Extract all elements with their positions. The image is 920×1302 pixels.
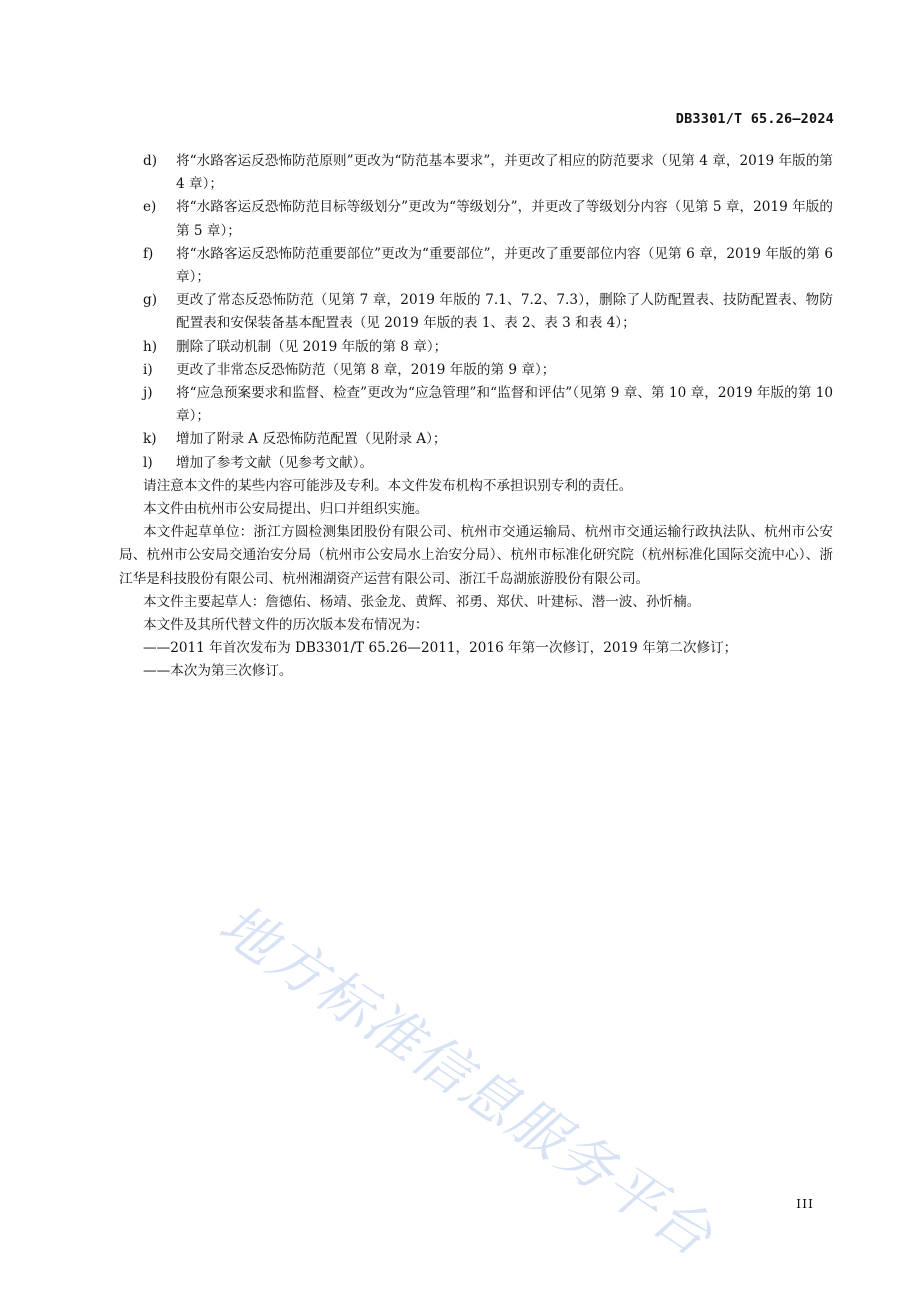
list-item-text: 将“水路客运反恐怖防范目标等级划分”更改为“等级划分”，并更改了等级划分内容（见第 5 章，2019 年版的第 5 章）； [176, 199, 833, 239]
list-item [143, 428, 833, 451]
list-marker: g) [143, 292, 158, 309]
list-item [143, 243, 833, 289]
list-marker: e) [143, 199, 157, 216]
list-item-text: 增加了参考文献（见参考文献）。 [176, 454, 374, 471]
page-number: III [796, 1196, 814, 1211]
list-marker: f) [143, 245, 154, 262]
standard-code-header: DB3301/T 65.26—2024 [675, 111, 834, 127]
list-item [143, 336, 833, 359]
list-marker: h) [143, 338, 158, 355]
history-intro-paragraph: 本文件及其所代替文件的历次版本发布情况为： [143, 617, 429, 634]
list-marker: d) [143, 153, 158, 169]
watermark: 地方标准信息服务平台 [207, 891, 725, 1271]
list-item [143, 452, 833, 475]
proposer-paragraph: 本文件由杭州市公安局提出、归口并组织实施。 [143, 501, 429, 518]
list-marker: j) [143, 385, 153, 402]
list-item [143, 359, 833, 382]
list-item [143, 196, 833, 242]
list-item [143, 382, 833, 428]
patent-notice-paragraph: 请注意本文件的某些内容可能涉及专利。本文件发布机构不承担识别专利的责任。 [143, 477, 633, 494]
list-item [143, 289, 833, 335]
list-item-text: 更改了常态反恐怖防范（见第 7 章，2019 年版的 7.1、7.2、7.3），删除了人防配置表、技防配置表、物防配置表和安保装备基本配置表（见 2019 年版的表 1、表 2、表 3 和表 4）； [176, 292, 833, 332]
drafting-units-paragraph: 本文件起草单位：浙江方圆检测集团股份有限公司、杭州市交通运输局、杭州市交通运输行政执法队、杭州市公安局、杭州市公安局交通治安分局（杭州市公安局水上治安分局）、杭州市标准化研究院（杭州标准化国际交流中心）、浙江华是科技股份有限公司、杭州湘湖资产运营有限公司、浙江千岛湖旅游股份有限公司。 [119, 524, 833, 587]
document-content [119, 150, 833, 684]
list-item-text: 更改了非常态反恐怖防范（见第 8 章，2019 年版的第 9 章）； [176, 361, 556, 378]
list-marker: l) [143, 454, 153, 471]
history-item: ——2011 年首次发布为 DB3301/T 65.26—2011，2016 年第一次修订，2019 年第二次修订； [143, 640, 738, 657]
list-item-text: 增加了附录 A 反恐怖防范配置（见附录 A）； [176, 431, 447, 448]
list-item-text: 将“水路客运反恐怖防范原则”更改为“防范基本要求”，并更改了相应的防范要求（见第 4 章，2019 年版的第 4 章）； [176, 153, 833, 193]
list-item-text: 将“应急预案要求和监督、检查”更改为“应急管理”和“监督和评估”（见第 9 章、第 10 章，2019 年版的第 10 章）； [176, 385, 833, 425]
list-item-text: 将“水路客运反恐怖防范重要部位”更改为“重要部位”，并更改了重要部位内容（见第 6 章，2019 年版的第 6 章）； [176, 245, 833, 286]
list-item-text: 删除了联动机制（见 2019 年版的第 8 章）； [176, 338, 448, 355]
drafters-paragraph: 本文件主要起草人：詹德佑、杨靖、张金龙、黄辉、祁勇、郑伏、叶建标、潜一波、孙忻楠。 [143, 593, 701, 610]
list-item [143, 150, 833, 196]
list-marker: k) [143, 431, 157, 448]
list-marker: i) [143, 361, 153, 378]
history-item: ——本次为第三次修订。 [143, 663, 293, 680]
